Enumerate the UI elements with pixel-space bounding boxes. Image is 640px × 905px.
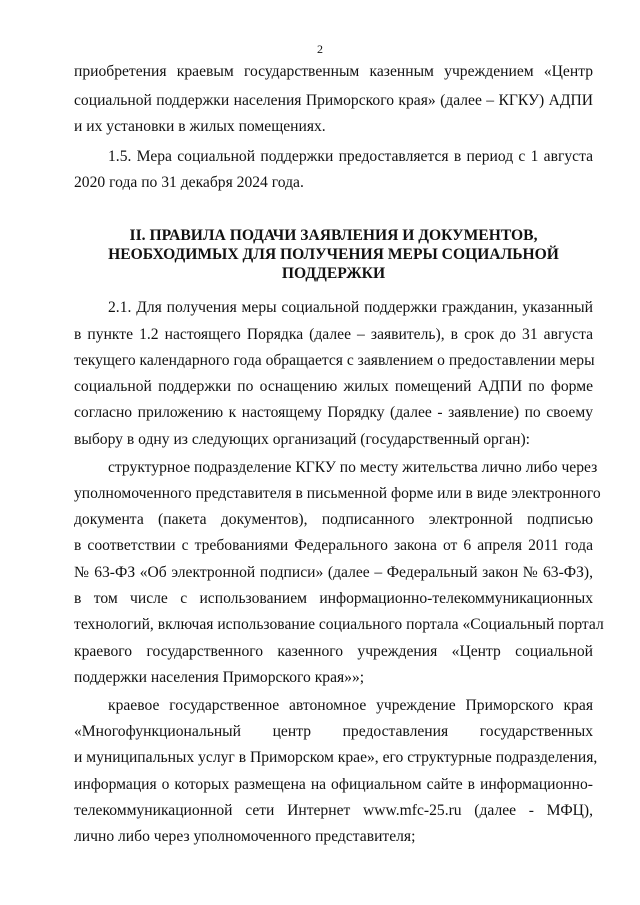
text-line: уполномоченного представителя в письменной форме или в виде электронного bbox=[74, 485, 601, 502]
text-line: текущего календарного года обращается с заявлением о предоставлении меры bbox=[74, 352, 595, 369]
text-line: в соответствии с требованиями Федерального закона от 6 апреля 2011 года bbox=[74, 537, 593, 554]
text-line: «Многофункциональный центр предоставления государственных bbox=[74, 723, 593, 740]
section-heading bbox=[74, 226, 593, 283]
text-line: 1.5. Мера социальной поддержки предоставляется в период с 1 августа bbox=[108, 148, 593, 165]
text-line: согласно приложению к настоящему Порядку (далее - заявление) по своему bbox=[74, 404, 593, 421]
section-heading-line: НЕОБХОДИМЫХ ДЛЯ ПОЛУЧЕНИЯ МЕРЫ СОЦИАЛЬНОЙ bbox=[108, 246, 559, 263]
text-line: структурное подразделение КГКУ по месту жительства лично либо через bbox=[108, 459, 598, 476]
text-line: лично либо через уполномоченного представителя; bbox=[74, 828, 416, 845]
text-line: поддержки населения Приморского края»»; bbox=[74, 669, 365, 686]
section-heading-line: ПОДДЕРЖКИ bbox=[281, 265, 386, 282]
text-line: № 63-ФЗ «Об электронной подписи» (далее – Федеральный закон № 63-ФЗ), bbox=[74, 564, 593, 581]
text-line: социальной поддержки населения Приморского края» (далее – КГКУ) АДПИ bbox=[74, 92, 593, 109]
text-line: краевого государственного казенного учреждения «Центр социальной bbox=[74, 643, 593, 660]
text-line: и муниципальных услуг в Приморском крае», его структурные подразделения, bbox=[74, 749, 598, 766]
text-line: в том числе с использованием информационно-телекоммуникационных bbox=[74, 590, 593, 607]
text-line: краевое государственное автономное учреждение Приморского края bbox=[108, 697, 593, 714]
text-line: приобретения краевым государственным казенным учреждением «Центр bbox=[74, 63, 593, 80]
text-line: телекоммуникационной сети Интернет www.mfc-25.ru (далее - МФЦ), bbox=[74, 802, 593, 819]
text-line: и их установки в жилых помещениях. bbox=[74, 118, 326, 135]
text-line: выбору в одну из следующих организаций (государственный орган): bbox=[74, 431, 530, 448]
text-line: 2020 года по 31 декабря 2024 года. bbox=[74, 174, 304, 191]
text-line: 2.1. Для получения меры социальной поддержки гражданин, указанный bbox=[108, 299, 593, 316]
text-line: технологий, включая использование социального портала «Социальный портал bbox=[74, 616, 604, 633]
page-number: 2 bbox=[317, 42, 323, 56]
text-line: информация о которых размещена на официальном сайте в информационно- bbox=[74, 776, 593, 793]
section-heading-line: II. ПРАВИЛА ПОДАЧИ ЗАЯВЛЕНИЯ И ДОКУМЕНТОВ, bbox=[129, 227, 538, 244]
text-line: в пункте 1.2 настоящего Порядка (далее – заявитель), в срок до 31 августа bbox=[74, 326, 593, 343]
text-line: социальной поддержки по оснащению жилых помещений АДПИ по форме bbox=[74, 378, 593, 395]
text-line: документа (пакета документов), подписанного электронной подписью bbox=[74, 511, 593, 528]
